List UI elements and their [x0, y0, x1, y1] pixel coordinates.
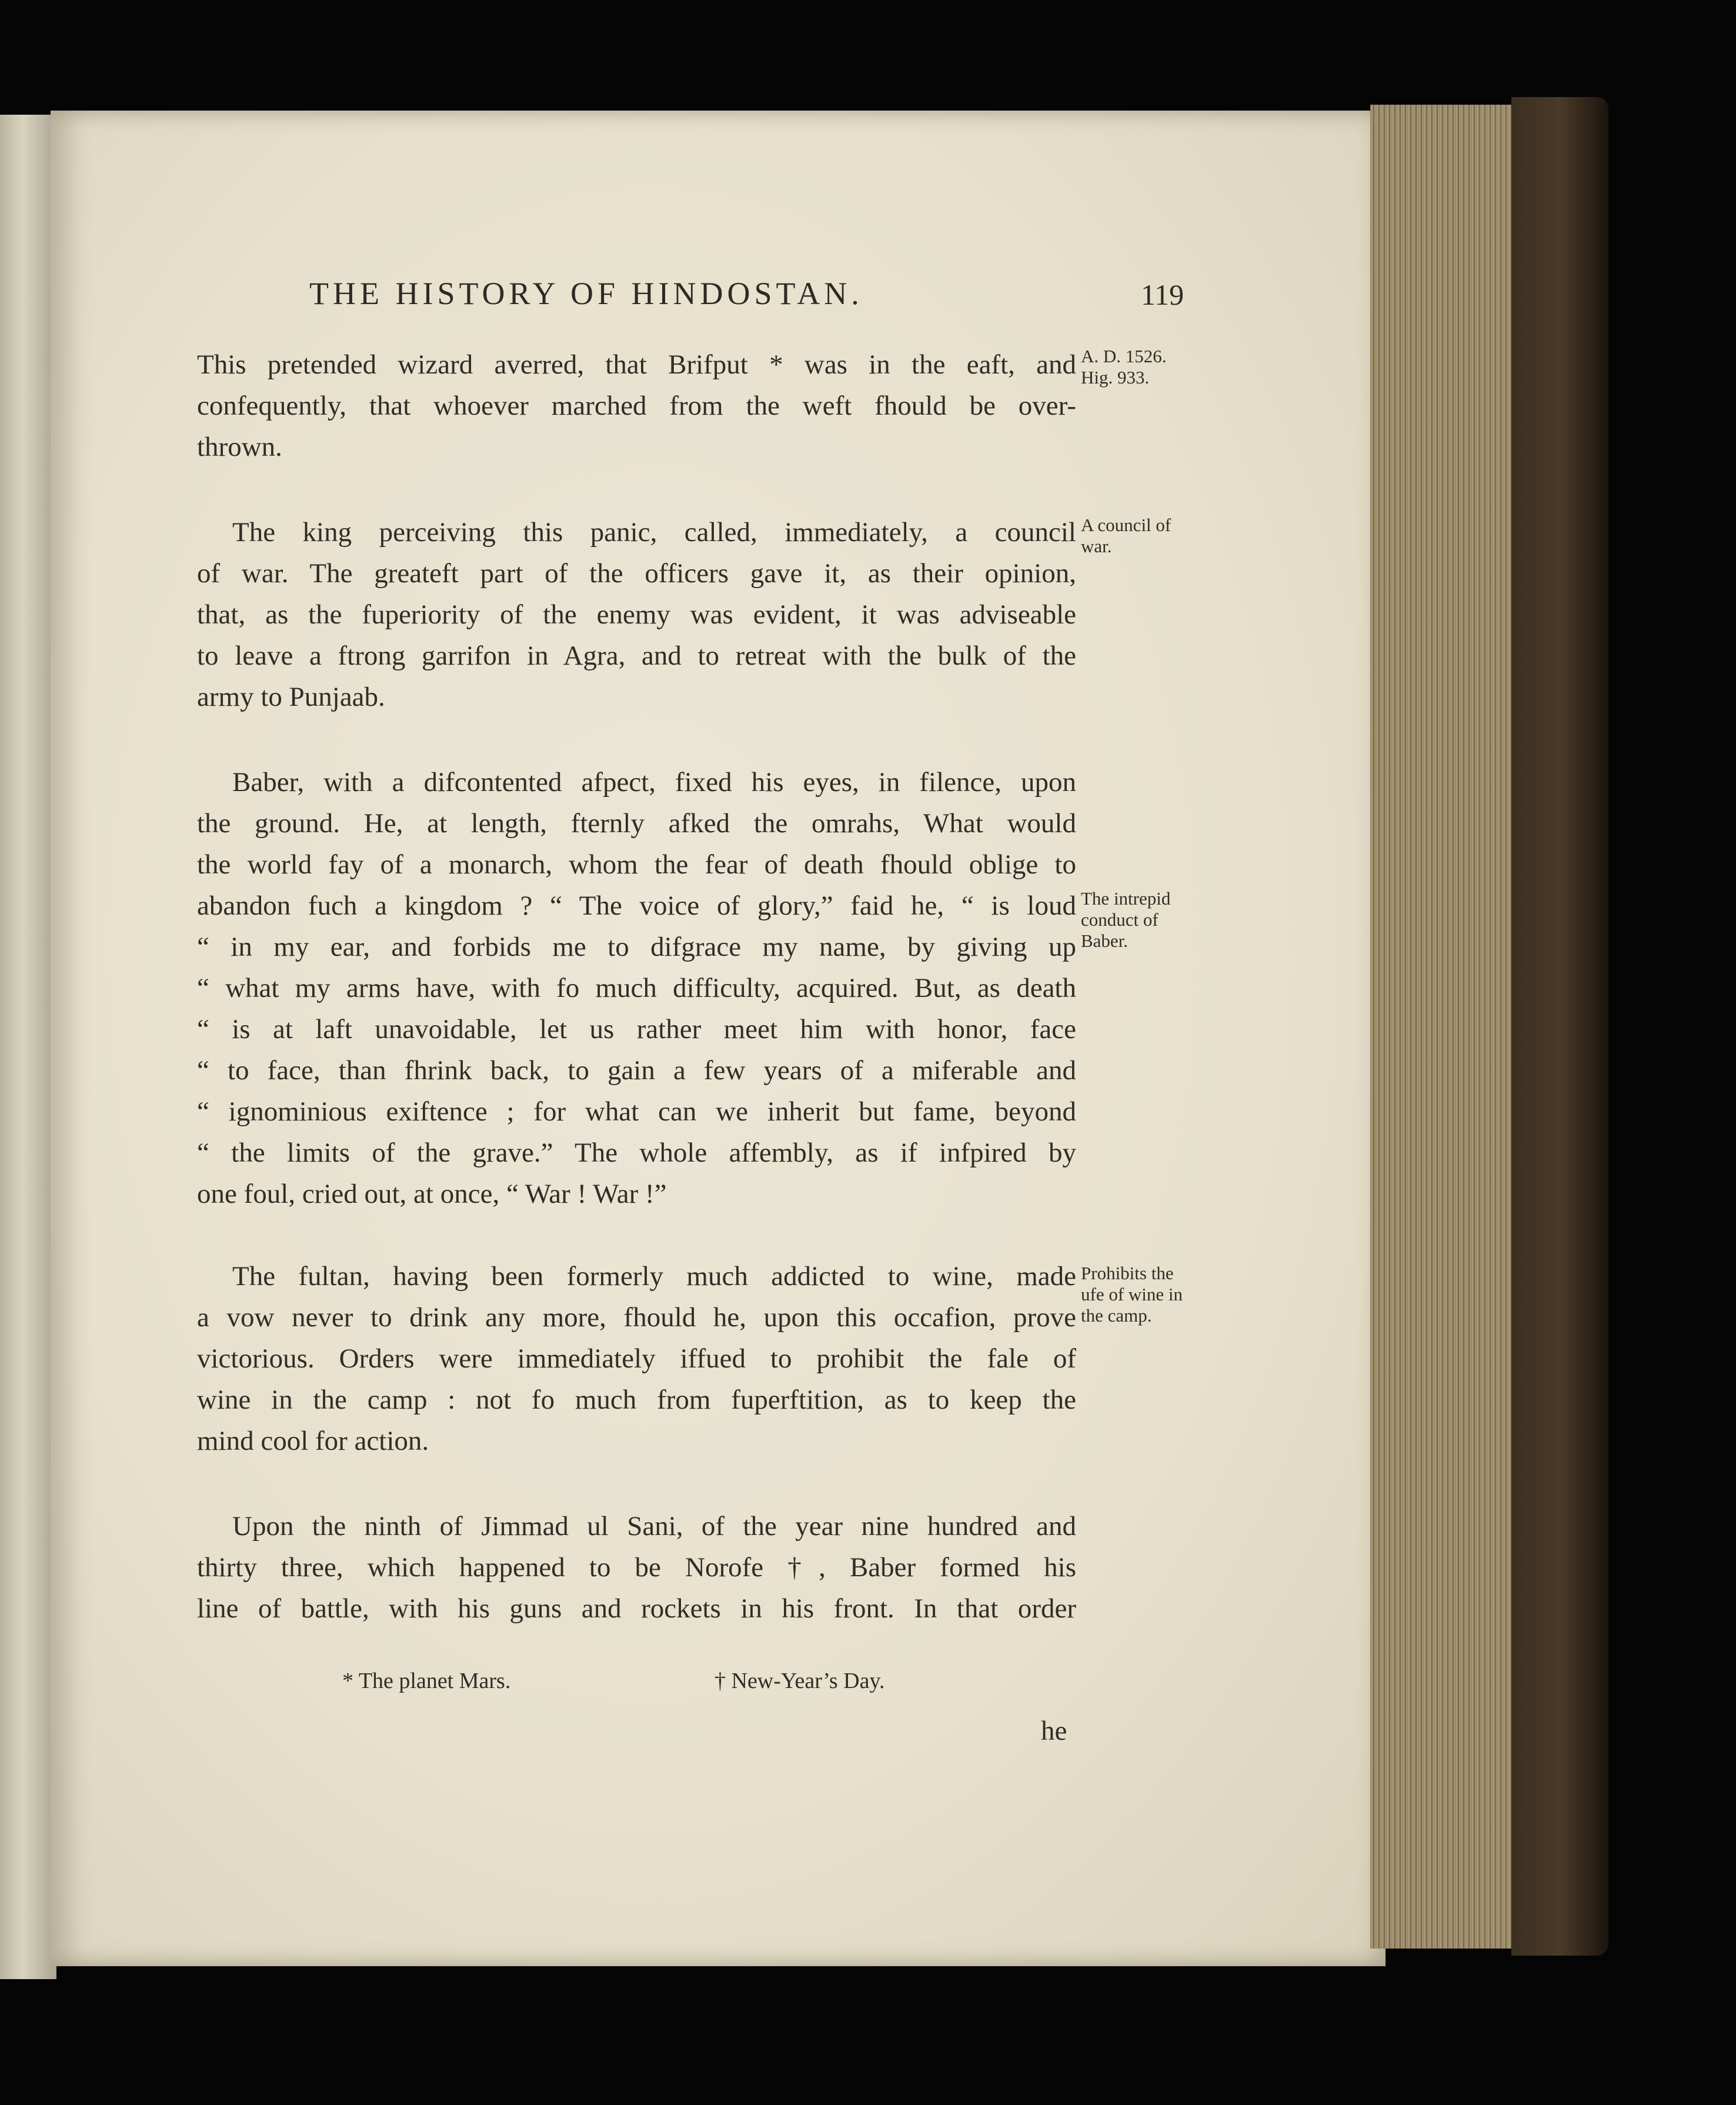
text-line: that, as the fuperiority of the enemy was evident, it was adviseable — [197, 599, 1076, 630]
text-line: army to Punjaab. — [197, 682, 385, 712]
book-cover — [1511, 97, 1608, 1956]
text-line: thrown. — [197, 432, 282, 462]
margin-note-prohibits: Prohibits the ufe of wine in the camp. — [1081, 1263, 1183, 1326]
text-line: “ ignominious exiftence ; for what can we inherit but fame, beyond — [197, 1096, 1076, 1127]
text-line: The fultan, having been formerly much addicted to wine, made — [232, 1261, 1076, 1292]
text-line: thirty three, which happened to be Norofe †, Baber formed his — [197, 1552, 1076, 1583]
page-block-edge — [1370, 105, 1529, 1949]
text-line: wine in the camp : not fo much from fuperftition, as to keep the — [197, 1385, 1076, 1415]
text-line: This pretended wizard averred, that Brifput * was in the eaft, and — [197, 349, 1076, 380]
text-line: abandon fuch a kingdom ? “ The voice of glory,” faid he, “ is loud — [197, 890, 1076, 921]
running-header: THE HISTORY OF HINDOSTAN. — [309, 276, 863, 311]
text-line: line of battle, with his guns and rockets in his front. In that order — [197, 1593, 1076, 1624]
text-line: The king perceiving this panic, called, immediately, a council — [232, 517, 1076, 548]
text-line: Upon the ninth of Jimmad ul Sani, of the year nine hundred and — [232, 1511, 1076, 1542]
text-line: “ in my ear, and forbids me to difgrace my name, by giving up — [197, 932, 1076, 962]
text-line: the ground. He, at length, fternly afked the omrahs, What would — [197, 808, 1076, 839]
text-line: victorious. Orders were immediately iffued to prohibit the fale of — [197, 1343, 1076, 1374]
text-line: mind cool for action. — [197, 1426, 429, 1456]
margin-note-date: A. D. 1526. Hig. 933. — [1081, 346, 1167, 388]
text-line: Baber, with a difcontented afpect, fixed his eyes, in filence, upon — [232, 767, 1076, 798]
text-line: the world fay of a monarch, whom the fear of death fhould oblige to — [197, 849, 1076, 880]
text-line: “ to face, than fhrink back, to gain a few years of a miferable and — [197, 1055, 1076, 1086]
page-number: 119 — [1141, 278, 1184, 311]
text-line: of war. The greateft part of the officers gave it, as their opinion, — [197, 558, 1076, 589]
text-line: to leave a ftrong garrifon in Agra, and to retreat with the bulk of the — [197, 640, 1076, 671]
text-line: one foul, cried out, at once, “ War ! War !” — [197, 1179, 667, 1209]
margin-note-council: A council of war. — [1081, 515, 1171, 556]
text-line: a vow never to drink any more, fhould he, upon this occafion, prove — [197, 1302, 1076, 1333]
margin-note-intrepid: The intrepid conduct of Baber. — [1081, 888, 1171, 951]
footnote-dagger: † New-Year’s Day. — [715, 1669, 885, 1693]
text-line: “ what my arms have, with fo much difficulty, acquired. But, as death — [197, 973, 1076, 1003]
footnote-star: * The planet Mars. — [342, 1669, 511, 1693]
text-line: “ the limits of the grave.” The whole affembly, as if infpired by — [197, 1137, 1076, 1168]
left-page-edge — [0, 115, 56, 1979]
text-line: confequently, that whoever marched from the weft fhould be over- — [197, 391, 1076, 421]
text-line: “ is at laft unavoidable, let us rather meet him with honor, face — [197, 1014, 1076, 1045]
catchword: he — [1041, 1716, 1067, 1746]
